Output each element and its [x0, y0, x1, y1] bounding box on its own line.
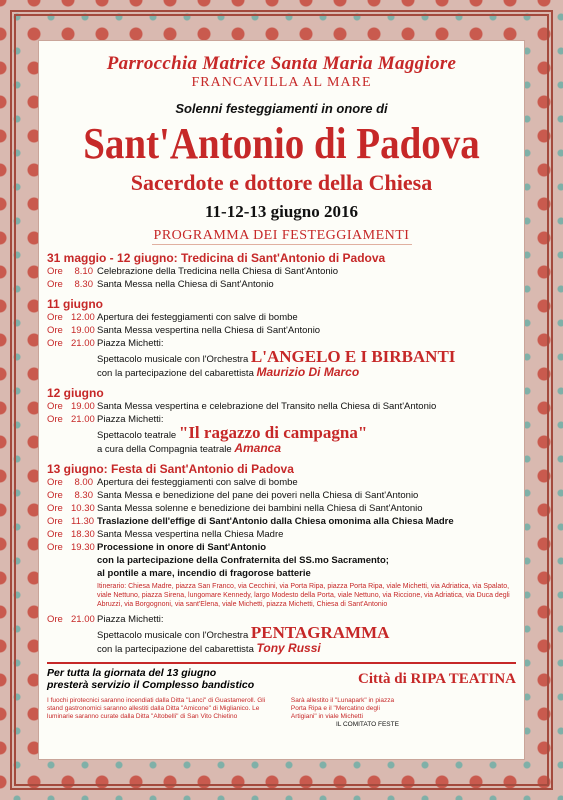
- program-heading: PROGRAMMA DEI FESTEGGIAMENTI: [152, 228, 412, 245]
- fine-print-right: Sarà allestito il "Lunapark" in piazza Porta Ripa e il "Mercatino degli Artigiani" in viale Michetti: [290, 697, 395, 720]
- schedule-row: [47, 502, 516, 515]
- ore-label: Ore: [47, 490, 63, 501]
- event-text: Apertura dei festeggiamenti con salve di bombe: [97, 312, 298, 323]
- time: 21.00: [71, 414, 95, 425]
- time: 21.00: [71, 614, 95, 625]
- time: 8.30: [74, 279, 93, 290]
- ore-label: Ore: [47, 279, 63, 290]
- schedule-row: [47, 265, 516, 278]
- band-name: L'ANGELO E I BIRBANTI: [250, 347, 456, 366]
- section-title: 12 giugno: [47, 386, 104, 400]
- time: 19.30: [71, 542, 95, 553]
- schedule-row: [47, 489, 516, 502]
- content-panel: [38, 40, 525, 760]
- procession-line: al pontile a mare, incendio di fragorose batterie: [97, 568, 311, 579]
- footer-line: presterà servizio il Complesso bandistico: [47, 679, 255, 691]
- event-text: Santa Messa vespertina e celebrazione del Transito nella Chiesa di Sant'Antonio: [97, 401, 437, 412]
- city-name: FRANCAVILLA AL MARE: [191, 75, 372, 90]
- schedule-row: [47, 476, 516, 489]
- schedule-row: [47, 528, 516, 541]
- company-name: Amanca: [234, 441, 281, 455]
- ore-label: Ore: [47, 325, 63, 336]
- band-name: PENTAGRAMMA: [250, 623, 390, 642]
- fine-print: [47, 697, 516, 729]
- section-tredicina: [47, 251, 516, 291]
- time: 12.00: [71, 312, 95, 323]
- band-city: Città di RIPA TEATINA: [358, 670, 516, 687]
- event-text: Processione in onore di Sant'Antonio: [97, 542, 267, 553]
- guest-desc: con la partecipazione del cabarettista: [97, 368, 254, 379]
- ore-label: Ore: [47, 614, 63, 625]
- section-11-giugno: [47, 297, 516, 380]
- ore-label: Ore: [47, 338, 63, 349]
- artist-name: Tony Russi: [256, 641, 321, 655]
- ore-label: Ore: [47, 529, 63, 540]
- subtitle: Sacerdote e dottore della Chiesa: [130, 170, 433, 195]
- time: 11.30: [71, 516, 95, 527]
- schedule-row: [47, 278, 516, 291]
- procession-line: con la partecipazione della Confraternita del SS.mo Sacramento;: [97, 555, 389, 566]
- time: 21.00: [71, 338, 95, 349]
- ore-label: Ore: [47, 503, 63, 514]
- time: 19.00: [71, 325, 95, 336]
- event-text: Piazza Michetti:: [97, 338, 164, 349]
- company-desc: a cura della Compagnia teatrale: [97, 444, 232, 455]
- show-desc: Spettacolo teatrale: [97, 430, 177, 441]
- event-text: Traslazione dell'effige di Sant'Antonio dalla Chiesa omonima alla Chiesa Madre: [97, 516, 454, 527]
- section-title: 31 maggio - 12 giugno: Tredicina di Sant'Antonio di Padova: [47, 251, 386, 265]
- event-text: Santa Messa e benedizione del pane dei poveri nella Chiesa di Sant'Antonio: [97, 490, 419, 501]
- artist-name: Maurizio Di Marco: [256, 365, 360, 379]
- section-13-giugno: [47, 462, 516, 656]
- footer-note: [47, 667, 358, 691]
- show-line: [47, 347, 516, 366]
- schedule-row: [47, 400, 516, 413]
- show-desc: Spettacolo musicale con l'Orchestra: [97, 630, 249, 641]
- show-line: [47, 423, 516, 442]
- parish-name: Parrocchia Matrice Santa Maria Maggiore: [106, 53, 457, 74]
- guest-line: [47, 642, 516, 656]
- ore-label: Ore: [47, 266, 63, 277]
- schedule-row: [47, 515, 516, 528]
- company-line: [47, 442, 516, 456]
- time: 8.00: [74, 477, 93, 488]
- time: 10.30: [71, 503, 95, 514]
- section-title: 11 giugno: [47, 297, 104, 311]
- ore-label: Ore: [47, 401, 63, 412]
- ore-label: Ore: [47, 477, 63, 488]
- footer-line: Per tutta la giornata del 13 giugno: [47, 667, 217, 679]
- intro-line: Solenni festeggiamenti in onore di: [175, 101, 388, 116]
- schedule-row: [47, 541, 516, 554]
- event-text: Santa Messa solenne e benedizione dei bambini nella Chiesa di Sant'Antonio: [97, 503, 423, 514]
- event-text: Piazza Michetti:: [97, 414, 164, 425]
- fine-print-left: I fuochi pirotecnici saranno incendiati dalla Ditta "Lanci" di Guastameroll. Gli stand gastronomici saranno allestiti dalla Ditta "Amicone" di Miglianico. Le luminarie saranno curate dalla Ditta "Altobelli" di San Vito Chietino: [47, 697, 266, 720]
- time: 18.30: [71, 529, 95, 540]
- ore-label: Ore: [47, 542, 63, 553]
- time: 19.00: [71, 401, 95, 412]
- show-title: "Il ragazzo di campagna": [178, 423, 368, 442]
- fine-print-right-block: [291, 697, 516, 729]
- band-footer: [47, 662, 516, 691]
- event-text: Santa Messa vespertina nella Chiesa di Sant'Antonio: [97, 325, 321, 336]
- comitato-signature: IL COMITATO FESTE: [335, 721, 399, 728]
- schedule-row: [47, 324, 516, 337]
- event-text: Santa Messa nella Chiesa di Sant'Antonio: [97, 279, 274, 290]
- event-text: Celebrazione della Tredicina nella Chiesa di Sant'Antonio: [97, 266, 339, 277]
- ore-label: Ore: [47, 516, 63, 527]
- event-dates: 11-12-13 giugno 2016: [204, 202, 359, 221]
- time: 8.10: [74, 266, 93, 277]
- guest-desc: con la partecipazione del cabarettista: [97, 644, 254, 655]
- guest-line: [47, 366, 516, 380]
- section-12-giugno: [47, 386, 516, 456]
- saint-title: Sant'Antonio di Padova: [83, 118, 480, 169]
- event-text: Piazza Michetti:: [97, 614, 164, 625]
- event-text: Apertura dei festeggiamenti con salve di bombe: [97, 477, 298, 488]
- show-desc: Spettacolo musicale con l'Orchestra: [97, 354, 249, 365]
- ore-label: Ore: [47, 312, 63, 323]
- time: 8.30: [74, 490, 93, 501]
- section-title: 13 giugno: Festa di Sant'Antonio di Padova: [47, 462, 294, 476]
- event-text: Santa Messa vespertina nella Chiesa Madre: [97, 529, 284, 540]
- itinerary: Itinerario: Chiesa Madre, piazza San Franco, via Cecchini, via Porta Ripa, piazza Porta Ripa, viale Michetti, via Adriatica, via Spalato, viale Nettuno, piazza Sirena, lungomare Kennedy, largo Modesto della Porta, viale Nettuno, via Riccione, via Adriatica, via Duca degli Abruzzi, via Borgognoni, via sant'Elena, viale Michetti, piazza Michetti, Chiesa di Sant'Antonio: [97, 583, 510, 608]
- show-line: [47, 623, 516, 642]
- ore-label: Ore: [47, 414, 63, 425]
- schedule-row: [47, 311, 516, 324]
